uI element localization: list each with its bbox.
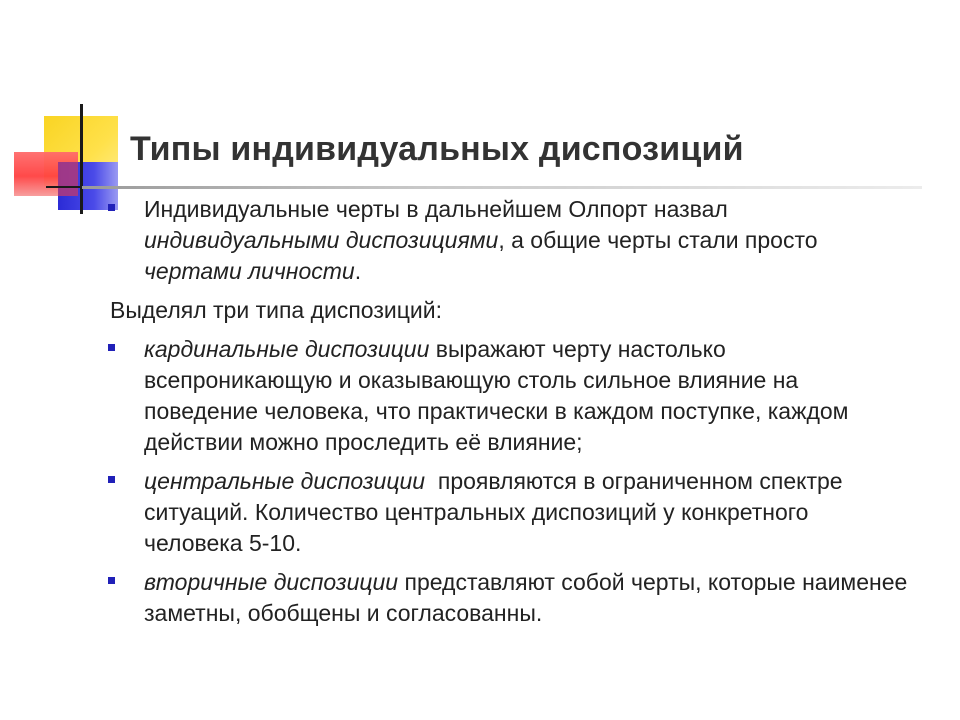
intro-bullet-item (108, 194, 908, 287)
intro-term-individual-dispositions: индивидуальными диспозициями (144, 227, 499, 253)
lead-text: Выделял три типа диспозиций: (110, 297, 442, 323)
square-bullet-icon (108, 204, 115, 211)
type-description: проявляются в ограниченном спектре ситуаций. Количество центральных диспозиций у конкретного человека 5-10. (144, 468, 849, 556)
slide-title: Типы индивидуальных диспозиций (130, 130, 744, 168)
type-description: представляют собой черты, которые наименее заметны, обобщены и согласованны. (144, 569, 908, 626)
type-bullet-item (108, 334, 908, 458)
square-bullet-icon (108, 476, 115, 483)
type-bullet-item (108, 466, 908, 559)
type-bullet-item (108, 567, 908, 629)
type-term: кардинальные диспозиции (144, 336, 430, 362)
logo-vertical-line (80, 104, 83, 214)
intro-text-part2: , а общие черты стали просто (498, 227, 818, 253)
intro-term-personality-traits: чертами личности (144, 258, 355, 284)
square-bullet-icon (108, 344, 115, 351)
intro-text-part3: . (354, 258, 362, 284)
type-term: центральные диспозиции (144, 468, 426, 494)
intro-text-part1: Индивидуальные черты в дальнейшем Олпорт назвал (144, 196, 728, 222)
logo-overlap-square (58, 162, 78, 196)
type-description: выражают черту настолько всепроникающую и оказывающую столь сильное влияние на поведение человека, что практически в каждом поступке, каждом действии можно проследить её влияние; (144, 336, 849, 455)
type-term: вторичные диспозиции (144, 569, 399, 595)
title-underline (82, 186, 922, 189)
slide-body (108, 194, 908, 637)
square-bullet-icon (108, 577, 115, 584)
